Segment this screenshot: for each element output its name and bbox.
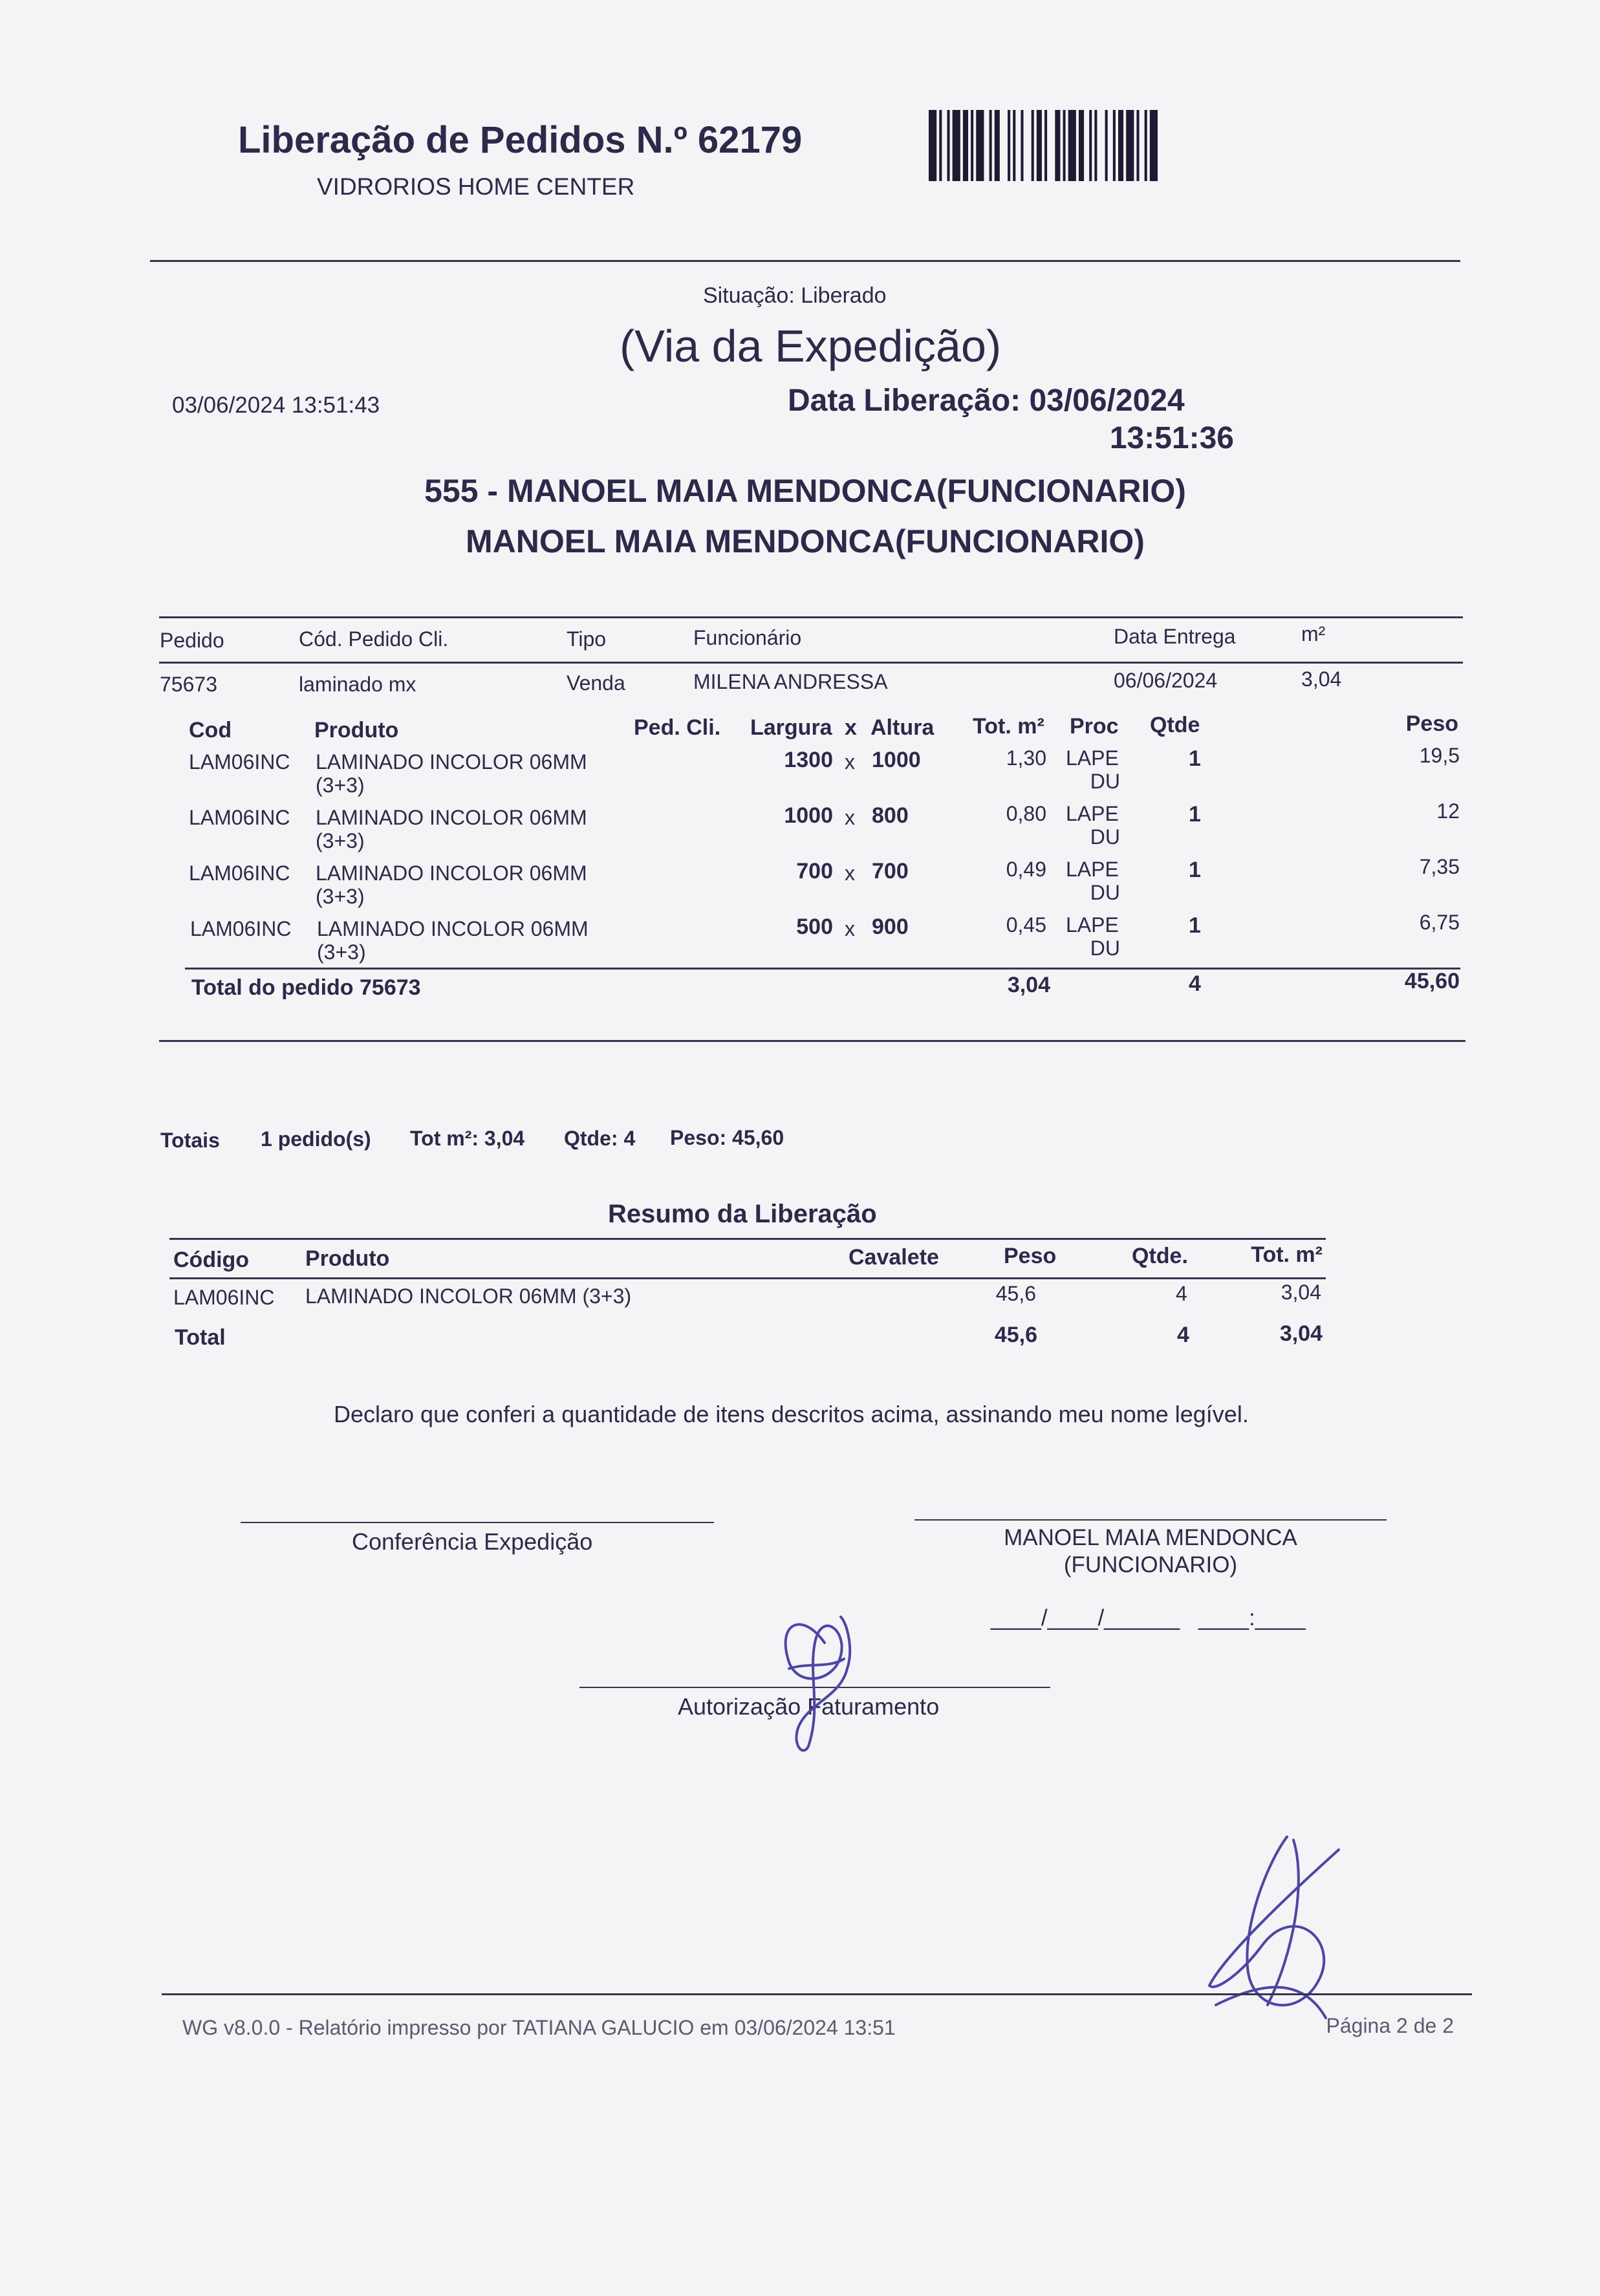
item-tot-m2: 0,80 [1006,802,1046,825]
declaration-text: Declaro que conferi a quantidade de itens descritos acima, assinando meu nome legível. [334,1401,1249,1427]
header-divider [150,260,1460,262]
item-cod: LAM06INC [190,917,292,940]
item-qtde: 1 [1189,858,1201,882]
copy-type-title: (Via da Expedição) [620,321,1002,371]
barcode-bar [947,110,949,181]
item-altura: 900 [872,915,909,939]
barcode-bar [976,110,984,181]
items-col-altura: Altura [870,715,935,740]
client-name-line-1: MANOEL MAIA MENDONCA [1004,1525,1297,1550]
order-total-qtde: 4 [1189,971,1201,996]
item-proc-line-1: LAPE [1066,802,1119,825]
order-pedido: 75673 [160,673,217,696]
summary-produto: LAMINADO INCOLOR 06MM (3+3) [305,1284,632,1308]
summary-total-tot-m2: 3,04 [1279,1321,1323,1346]
summary-col-qtde: Qtde. [1132,1244,1188,1268]
item-produto-line-1: LAMINADO INCOLOR 06MM [316,806,587,829]
order-funcionario: MILENA ANDRESSA [693,670,888,693]
summary-top-rule [169,1238,1326,1240]
col-tipo: Tipo [567,627,607,651]
item-altura: 700 [872,859,909,883]
client-signature-line [914,1519,1387,1521]
barcode-bar [1063,110,1066,181]
date-time-blank: ____/____/______ ____:____ [991,1605,1306,1630]
company-name: VIDRORIOS HOME CENTER [317,173,635,200]
order-tipo: Venda [567,671,625,695]
summary-col-peso: Peso [1004,1244,1057,1268]
summary-col-codigo: Código [173,1248,250,1272]
barcode-bar [1021,110,1023,181]
barcode-bar [1008,110,1010,181]
item-tot-m2: 1,30 [1006,746,1046,770]
barcode-bar [1113,110,1116,181]
summary-title: Resumo da Liberação [608,1200,877,1228]
totals-tot-m2: Tot m²: 3,04 [410,1127,525,1150]
order-data-entrega: 06/06/2024 [1114,669,1218,692]
autorizacao-label: Autorização Faturamento [678,1693,940,1720]
items-col-ped-cli: Ped. Cli. [634,715,721,740]
item-cod: LAM06INC [189,806,290,829]
order-m2: 3,04 [1301,667,1342,691]
conferencia-signature-line [241,1522,714,1523]
order-cod-pedido-cli: laminado mx [299,673,416,696]
barcode-bar [939,110,942,181]
summary-tot-m2: 3,04 [1281,1281,1321,1304]
summary-qtde: 4 [1176,1282,1187,1305]
barcode-bar [1079,110,1084,181]
footer-print-info: WG v8.0.0 - Relatório impresso por TATIANA GALUCIO em 03/06/2024 13:51 [182,2016,896,2039]
summary-codigo: LAM06INC [173,1286,275,1309]
document-title: Liberação de Pedidos N.º 62179 [238,119,803,161]
footer-rule [162,1993,1472,1995]
item-peso: 19,5 [1419,744,1460,767]
client-line-2: MANOEL MAIA MENDONCA(FUNCIONARIO) [466,523,1145,559]
barcode-bar [1105,110,1108,181]
barcode-bar [1145,110,1147,181]
items-col-produto: Produto [314,718,399,742]
item-cod: LAM06INC [189,750,290,774]
order-total-label: Total do pedido 75673 [191,975,421,1000]
handwritten-signature [763,1597,873,1766]
status-text: Situação: Liberado [703,283,887,308]
totals-pedidos: 1 pedido(s) [261,1127,371,1151]
barcode-bar [1118,110,1123,181]
order-mid-rule [159,662,1463,664]
summary-col-produto: Produto [305,1246,390,1271]
totals-label: Totais [160,1129,220,1152]
item-proc-line-2: DU [1090,881,1120,904]
items-col-qtde: Qtde [1150,713,1200,737]
barcode-bar [1089,110,1092,181]
col-pedido: Pedido [160,629,224,652]
barcode-bar [1044,110,1047,181]
barcode-bar [953,110,960,181]
summary-mid-rule [169,1277,1326,1279]
item-x: x [845,750,855,774]
barcode-bar [1037,110,1042,181]
barcode [929,110,1158,181]
client-name-line-2: (FUNCIONARIO) [1063,1552,1238,1577]
order-total-m2: 3,04 [1007,973,1050,997]
footer-page-number: Página 2 de 2 [1326,2014,1454,2037]
items-bottom-rule [159,1040,1465,1042]
item-proc-line-2: DU [1090,770,1120,793]
item-largura: 1300 [784,748,833,772]
print-datetime: 03/06/2024 13:51:43 [172,393,380,418]
item-produto-line-1: LAMINADO INCOLOR 06MM [316,861,587,885]
item-produto-line-2: (3+3) [316,885,365,908]
item-largura: 500 [796,915,833,939]
item-largura: 1000 [784,803,833,828]
order-top-rule [159,616,1463,618]
item-peso: 6,75 [1419,911,1460,934]
item-proc-line-1: LAPE [1066,746,1119,770]
barcode-bar [1136,110,1139,181]
item-largura: 700 [796,859,833,883]
item-altura: 800 [872,803,909,828]
col-cod-pedido-cli: Cód. Pedido Cli. [299,627,449,651]
item-proc-line-1: LAPE [1066,858,1119,881]
item-produto-line-1: LAMINADO INCOLOR 06MM [316,750,587,774]
item-proc-line-1: LAPE [1066,913,1119,937]
item-tot-m2: 0,49 [1006,858,1046,881]
summary-col-cavalete: Cavalete [849,1245,939,1270]
barcode-bar [1032,110,1034,181]
item-x: x [845,917,855,940]
barcode-bar [1068,110,1076,181]
barcode-bar [989,110,992,181]
item-produto-line-2: (3+3) [317,940,366,964]
items-total-rule [185,968,1460,969]
item-x: x [845,806,855,829]
items-col-cod: Cod [189,718,232,742]
summary-total-qtde: 4 [1177,1323,1189,1347]
items-col-largura: Largura [750,715,832,740]
barcode-bar [1055,110,1060,181]
barcode-bar [1150,110,1158,181]
release-time: 13:51:36 [1109,421,1234,455]
col-m2: m² [1301,622,1326,645]
item-produto-line-2: (3+3) [316,774,365,797]
col-funcionario: Funcionário [693,626,802,649]
col-data-entrega: Data Entrega [1114,625,1236,648]
item-proc-line-2: DU [1090,825,1120,849]
barcode-bar [1126,110,1134,181]
items-col-tot-m2: Tot. m² [973,714,1044,739]
item-peso: 12 [1436,799,1460,823]
totals-peso: Peso: 45,60 [670,1126,784,1149]
barcode-bar [1094,110,1097,181]
item-peso: 7,35 [1419,855,1460,878]
items-col-proc: Proc [1070,714,1119,739]
item-qtde: 1 [1189,746,1201,771]
barcode-bar [929,110,936,181]
item-cod: LAM06INC [189,861,290,885]
order-total-peso: 45,60 [1404,969,1460,993]
item-x: x [845,861,855,885]
item-proc-line-2: DU [1090,937,1120,960]
items-col-x: x [845,715,857,740]
handwritten-signature [1196,1824,1365,2037]
barcode-bar [1013,110,1015,181]
summary-peso: 45,6 [995,1282,1036,1305]
item-produto-line-2: (3+3) [316,829,365,852]
summary-total-label: Total [175,1325,226,1350]
summary-col-tot-m2: Tot. m² [1251,1242,1323,1267]
item-tot-m2: 0,45 [1006,913,1046,937]
item-qtde: 1 [1189,913,1201,938]
release-date: Data Liberação: 03/06/2024 [788,384,1185,418]
totals-qtde: Qtde: 4 [564,1127,636,1150]
item-qtde: 1 [1189,802,1201,827]
item-produto-line-1: LAMINADO INCOLOR 06MM [317,917,589,940]
barcode-bar [995,110,1000,181]
item-altura: 1000 [872,748,921,772]
barcode-bar [963,110,968,181]
conferencia-label: Conferência Expedição [352,1528,593,1555]
items-col-peso: Peso [1405,711,1458,736]
client-line-1: 555 - MANOEL MAIA MENDONCA(FUNCIONARIO) [424,473,1186,509]
barcode-bar [971,110,973,181]
summary-total-peso: 45,6 [994,1323,1037,1347]
